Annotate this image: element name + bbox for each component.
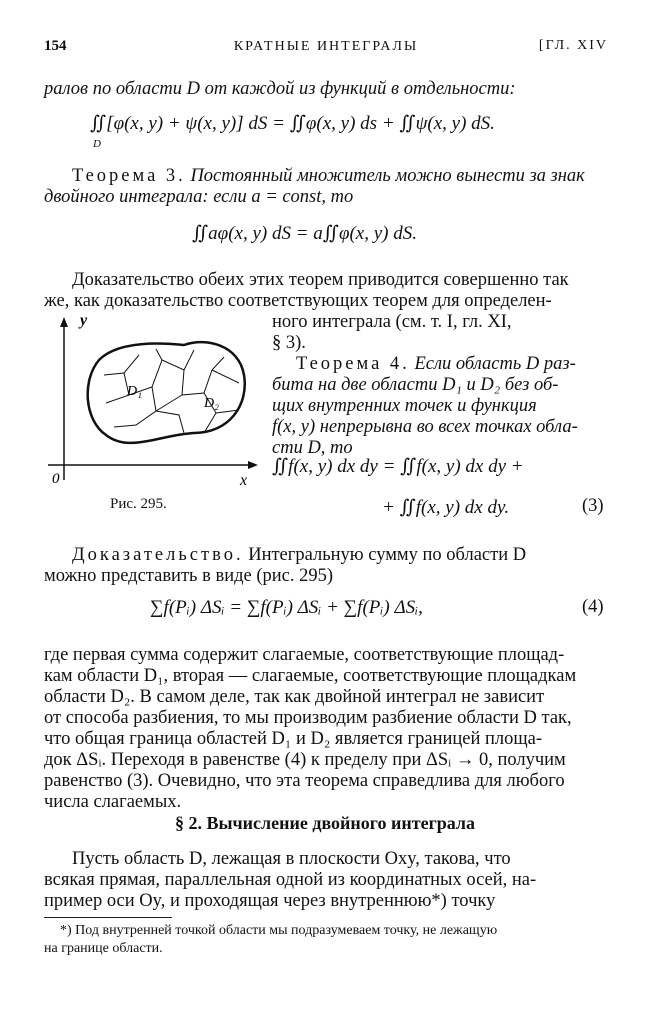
text-line: § 3). <box>272 333 306 353</box>
formula-3a: ∬f(x, y) dx dy = ∬f(x, y) dx dy + <box>272 456 524 477</box>
region-d2-label: D₂ <box>204 396 219 411</box>
text-line: всякая прямая, параллельная одной из координатных осей, на- <box>44 870 537 890</box>
formula-1: ∬[φ(x, y) + ψ(x, y)] dS = ∬φ(x, y) ds + ∬ψ(x, y) dS. <box>90 113 495 134</box>
text-line: равенство (3). Очевидно, что эта теорема справедлива для любого <box>44 771 565 791</box>
theorem-4-text: Если область D раз- <box>414 354 576 374</box>
region-d1-label: D₁ <box>127 384 142 399</box>
formula-3b: + ∬f(x, y) dx dy. <box>382 497 510 518</box>
y-axis-label: y <box>80 315 88 329</box>
theorem-3-label: Теорема 3. <box>72 166 186 186</box>
running-title: КРАТНЫЕ ИНТЕГРАЛЫ <box>233 39 419 54</box>
text-line: ралов по области D от каждой из функций в отдельности: <box>44 79 516 99</box>
theorem-4-label: Теорема 4. <box>296 354 410 374</box>
text-line: щих внутренних точек и функция <box>272 396 537 416</box>
section-heading: § 2. Вычисление двойного интеграла <box>174 813 476 833</box>
text-line: бита на две области D₁ и D₂ без об- <box>272 375 559 395</box>
page-number: 154 <box>44 38 67 54</box>
text-line: двойного интеграла: если a = const, то <box>44 187 354 207</box>
running-header <box>44 38 608 60</box>
proof-label: Доказательство. <box>72 545 244 565</box>
region-d-boundary <box>88 342 245 443</box>
text-line: док ΔSᵢ. Переходя в равенстве (4) к пределу при ΔSᵢ → 0, получим <box>44 750 566 770</box>
formula-subscript: D <box>93 138 101 150</box>
chapter-label: [ГЛ. XIV <box>538 38 608 53</box>
footnote-line: на границе области. <box>44 941 163 956</box>
theorem-4 <box>296 353 576 375</box>
text-line: где первая сумма содержит слагаемые, соответствующие площад- <box>44 645 565 665</box>
figure-295 <box>44 315 262 495</box>
text-line: Пусть область D, лежащая в плоскости Oxy, такова, что <box>72 849 511 869</box>
text-line: же, как доказательство соответствующих теорем для определен- <box>44 291 552 311</box>
text-line: сти D, то <box>272 438 353 458</box>
text-line: ного интеграла (см. т. I, гл. XI, <box>272 312 512 332</box>
origin-label: 0 <box>52 471 60 487</box>
text-line: области D₂. В самом деле, так как двойной интеграл не зависит <box>44 687 545 707</box>
text-line: кам области D₁, вторая — слагаемые, соответствующие площадкам <box>44 666 577 686</box>
theorem-3-text: Постоянный множитель можно вынести за знак <box>190 166 585 186</box>
text-line: можно представить в виде (рис. 295) <box>44 566 334 586</box>
text-line: числа слагаемых. <box>44 792 182 812</box>
text-line: что общая граница областей D₁ и D₂ является границей площа- <box>44 729 543 749</box>
equation-number-3: (3) <box>582 496 604 516</box>
equation-number-4: (4) <box>582 597 604 617</box>
x-axis-label: x <box>240 472 248 489</box>
proof-text: Интегральную сумму по области D <box>248 545 527 565</box>
theorem-3 <box>72 165 585 187</box>
partition-lines <box>104 349 239 433</box>
footnote-line: *) Под внутренней точкой области мы подразумеваем точку, не лежащую <box>60 923 498 938</box>
footnote-divider <box>44 917 172 918</box>
text-line: f(x, y) непрерывна во всех точках обла- <box>272 417 578 437</box>
formula-4: ∑f(Pᵢ) ΔSᵢ = ∑f(Pᵢ) ΔSᵢ + ∑f(Pᵢ) ΔSᵢ, <box>150 597 423 618</box>
text-line: пример оси Oy, и проходящая через внутреннюю*) точку <box>44 891 496 911</box>
proof-start <box>72 544 526 566</box>
formula-2: ∬aφ(x, y) dS = a∬φ(x, y) dS. <box>192 223 417 244</box>
x-axis-arrow-icon <box>248 461 258 469</box>
figure-caption: Рис. 295. <box>110 496 167 512</box>
y-axis-arrow-icon <box>60 317 68 327</box>
text-line: от способа разбиения, то мы производим разбиение области D так, <box>44 708 572 728</box>
text-line: Доказательство обеих этих теорем приводится совершенно так <box>72 270 569 290</box>
